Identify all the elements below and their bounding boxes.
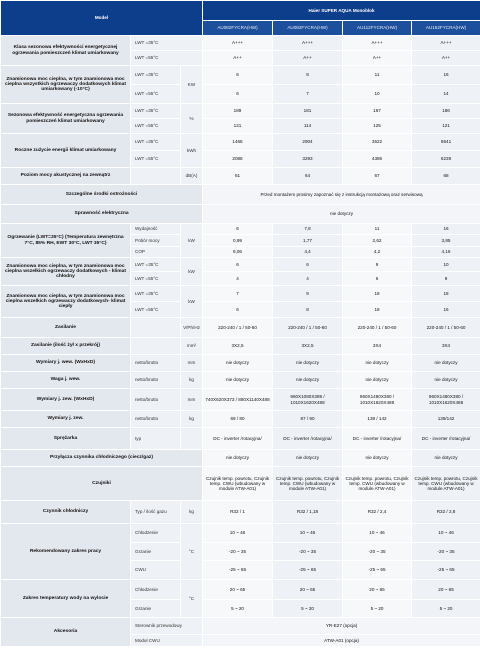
value-cell: 6239 (412, 151, 480, 168)
row-label: Roczne zużycie energii klimat umiarkowany (1, 134, 131, 168)
value-cell: Czujnik temp. powrotu, Czujnik temp. CWU (wbudowany w module ATW-A01) (203, 467, 273, 501)
row-sublabel: Wydajność (131, 224, 181, 235)
value-cell: 125 (343, 119, 412, 134)
value-cell: 3X4 (343, 338, 412, 355)
value-cell: 5 ~ 20 (343, 600, 412, 618)
table-row (1, 389, 480, 411)
value-cell: 11 (343, 224, 412, 235)
row-sublabel: Grzanie (131, 543, 181, 561)
value-cell: nie dotyczy (412, 355, 480, 372)
value-cell: 10 (343, 85, 412, 104)
value-cell: R32 / 2,4 (343, 501, 412, 524)
row-unit: kW (181, 258, 203, 286)
row-label: Przyłącza czynnika chłodniczego (ciecz/gaz) (1, 450, 203, 467)
row-sublabel (131, 168, 181, 185)
value-cell: 20 ~ 65 (343, 580, 412, 600)
value-cell: 3622 (343, 134, 412, 151)
row-label: Wymiary j. zew. (WxHxD) (1, 389, 131, 411)
value-cell: ATW-A01 (opcja) (203, 635, 480, 647)
value-cell: 8 (273, 302, 343, 318)
row-unit: dB(A) (181, 168, 203, 185)
value-cell: A++ (343, 51, 412, 66)
value-cell: nie dotyczy (343, 355, 412, 372)
value-cell: 9 (273, 286, 343, 302)
row-unit: kW (181, 224, 203, 258)
value-cell: 960X1480X380 / 1010X1620X488 (412, 389, 480, 411)
row-unit: kg (181, 411, 203, 428)
value-cell: A+++ (273, 36, 343, 51)
value-cell: 220-240 / 1 / 50-60 (412, 318, 480, 338)
value-cell: 220-240 / 1 / 50-60 (273, 318, 343, 338)
value-cell: 139/142 (412, 411, 480, 428)
value-cell: 68 (412, 168, 480, 185)
value-cell: 16 (412, 66, 480, 85)
value-cell: 87 / 90 (273, 411, 343, 428)
row-sublabel: LWT =35°C (131, 36, 203, 51)
row-label: Szczególne środki ostrożności (1, 185, 203, 205)
row-unit: V/Ph/Hz (181, 318, 203, 338)
value-cell: 20 ~ 65 (203, 580, 273, 600)
row-sublabel: CWU (131, 561, 181, 580)
value-cell: nie dotyczy (343, 372, 412, 389)
value-cell: 20 ~ 65 (273, 580, 343, 600)
row-label: Klasa sezonowa efektywności energetycznej ogrzewania pomieszczeń klimat umiarkowany (1, 36, 131, 66)
table-row (1, 205, 480, 224)
value-cell: 167 (343, 104, 412, 119)
value-cell: 6 (203, 302, 273, 318)
row-unit: mm² (181, 338, 203, 355)
row-sublabel: netto/brutto (131, 389, 181, 411)
value-cell: 114 (273, 119, 343, 134)
value-cell: 4 (273, 272, 343, 286)
row-sublabel: LWT =55°C (131, 151, 181, 168)
row-sublabel: LWT =55°C (131, 119, 181, 134)
value-cell: 121 (412, 119, 480, 134)
value-cell: 5 ~ 20 (273, 600, 343, 618)
row-label: Rekomendowany zakres pracy (1, 524, 131, 580)
value-cell: 7,8 (273, 224, 343, 235)
row-label: Znamionowa moc cieplna, w tym znamionowa moc cieplna wszystkich ogrzewaczy dodatkowych klimat umiarkowany (-10°C) (1, 66, 131, 104)
row-label: Ogrzewanie (LWT=35°C) (Temperatura zewnętrzna 7°C, 85% RH, EWT 30°C, LWT 35°C) (1, 224, 131, 258)
row-sublabel: Typ / ilość gazu (131, 501, 181, 524)
value-cell: nie dotyczy (203, 205, 480, 224)
value-cell: 1468 (203, 134, 273, 151)
value-cell: 960X1080X389 / 1010X1620X488 (273, 389, 343, 411)
value-cell: 10 ~ 46 (273, 524, 343, 543)
value-cell: Czujnik temp. powrotu, Czujnik temp. CWU (wbudowany w module ATW-A01) (343, 467, 412, 501)
value-cell: 11 (343, 66, 412, 85)
row-sublabel: LWT =35°C (131, 286, 181, 302)
model-name: AU082FYCRA(HW) (203, 21, 273, 36)
value-cell: A++ (273, 51, 343, 66)
value-cell: 7 (273, 85, 343, 104)
value-cell: 189 (203, 104, 273, 119)
row-sublabel: Sterownik przewodowy (131, 618, 203, 635)
value-cell: -20 ~ 35 (203, 543, 273, 561)
row-sublabel: netto/brutto (131, 355, 181, 372)
value-cell: DC - inverter /rotacyjna/ (203, 428, 273, 450)
value-cell: 6 (203, 85, 273, 104)
value-cell: 6 (203, 224, 273, 235)
table-row (1, 318, 480, 338)
value-cell: 5 ~ 20 (412, 600, 480, 618)
value-cell: -25 ~ 65 (203, 561, 273, 580)
table-row (1, 450, 480, 467)
row-sublabel: LWT =35°C (131, 258, 181, 272)
model-name: AU082FYCRA(HW) (273, 21, 343, 36)
value-cell: -20 ~ 35 (273, 543, 343, 561)
table-row (1, 372, 480, 389)
value-cell: -20 ~ 35 (343, 543, 412, 561)
value-cell: 220-240 / 1 / 50-60 (343, 318, 412, 338)
row-label: Sprężarka (1, 428, 131, 450)
value-cell: -25 ~ 65 (343, 561, 412, 580)
value-cell: 6,06 (203, 247, 273, 258)
value-cell: nie dotyczy (412, 450, 480, 467)
value-cell: 3X2,5 (273, 338, 343, 355)
value-cell: A++ (203, 51, 273, 66)
row-unit: % (181, 104, 203, 134)
value-cell: Czujnik temp. powrotu, Czujnik temp. CWU (wbudowany w module ATW-A01) (273, 467, 343, 501)
row-label: Zasilanie (ilość żył x przekrój) (1, 338, 131, 355)
value-cell: 181 (273, 104, 343, 119)
value-cell: 18 (343, 302, 412, 318)
value-cell: 10 ~ 46 (412, 524, 480, 543)
row-unit (181, 428, 203, 450)
value-cell: 64 (273, 168, 343, 185)
value-cell: 5 ~ 20 (203, 600, 273, 618)
value-cell: YR-E27 (opcja) (203, 618, 480, 635)
table-row (1, 104, 480, 119)
row-unit: mm (181, 355, 203, 372)
row-label: Sprawność elektryczna (1, 205, 203, 224)
header-row (1, 1, 480, 21)
row-sublabel: Moduł CWU (131, 635, 203, 647)
value-cell: 186 (412, 104, 480, 119)
value-cell: 121 (203, 119, 273, 134)
value-cell: 6 (273, 258, 343, 272)
table-row (1, 428, 480, 450)
row-label: Czynnik chłodniczy (1, 501, 131, 524)
value-cell: 9 (412, 272, 480, 286)
value-cell: nie dotyczy (273, 355, 343, 372)
value-cell: nie dotyczy (203, 450, 273, 467)
value-cell: 7 (203, 286, 273, 302)
row-sublabel: LWT =35°C (131, 66, 181, 85)
table-row (1, 286, 480, 302)
table-row (1, 224, 480, 235)
value-cell: A+++ (412, 36, 480, 51)
table-row (1, 501, 480, 524)
series-title: Haier SUPER AQUA Monoblok (203, 1, 480, 21)
table-row (1, 36, 480, 51)
value-cell: A+++ (343, 36, 412, 51)
row-sublabel: LWT =35°C (131, 134, 181, 151)
value-cell: 0,99 (203, 235, 273, 247)
row-sublabel: Chłodzenie (131, 580, 181, 600)
row-sublabel: Grzanie (131, 600, 181, 618)
row-sublabel (131, 338, 181, 355)
value-cell: 4,4 (273, 247, 343, 258)
row-unit: kW (181, 286, 203, 318)
row-sublabel: netto/brutto (131, 372, 181, 389)
value-cell: 220-240 / 1 / 50-60 (203, 318, 273, 338)
value-cell: 18 (343, 286, 412, 302)
value-cell: nie dotyczy (412, 372, 480, 389)
row-label: Wymiary j. wew. (WxHxD) (1, 355, 131, 372)
value-cell: 2,62 (343, 235, 412, 247)
row-unit: °C (181, 524, 203, 580)
value-cell: 139 / 142 (343, 411, 412, 428)
value-cell: 4,2 (343, 247, 412, 258)
row-unit: kg (181, 501, 203, 524)
value-cell: DC - inverter /rotacyjna/ (273, 428, 343, 450)
value-cell: 960X1480X380 / 1010X1620X488 (343, 389, 412, 411)
value-cell: DC - inverter /rotacyjna/ (412, 428, 480, 450)
value-cell: 3293 (273, 151, 343, 168)
table-row (1, 258, 480, 272)
table-row (1, 168, 480, 185)
row-sublabel: LWT =55°C (131, 85, 181, 104)
value-cell: 61 (203, 168, 273, 185)
table-row (1, 134, 480, 151)
value-cell: 3X4 (412, 338, 480, 355)
row-unit: mm (181, 389, 203, 411)
row-unit: KW (181, 66, 203, 104)
value-cell: 10 ~ 46 (343, 524, 412, 543)
row-sublabel: Chłodzenie (131, 524, 181, 543)
table-row (1, 467, 480, 501)
value-cell: -20 ~ 35 (412, 543, 480, 561)
table-row (1, 338, 480, 355)
model-name: AU112FYCRA(HW) (343, 21, 412, 36)
value-cell: 16 (412, 224, 480, 235)
value-cell: A+++ (203, 36, 273, 51)
value-cell: nie dotyczy (203, 355, 273, 372)
row-sublabel: LWT =55°C (131, 272, 181, 286)
value-cell: A++ (412, 51, 480, 66)
value-cell: R32 / 1 (203, 501, 273, 524)
value-cell: 4 (203, 272, 273, 286)
value-cell: 2088 (203, 151, 273, 168)
value-cell: -25 ~ 65 (412, 561, 480, 580)
value-cell: 14 (412, 85, 480, 104)
row-sublabel: LWT =55°C (131, 302, 181, 318)
value-cell: 18 (412, 286, 480, 302)
value-cell: R32 / 1,18 (273, 501, 343, 524)
value-cell: DC - inverter /rotacyjna/ (343, 428, 412, 450)
row-label: Czujniki (1, 467, 203, 501)
row-sublabel: Pobór mocy (131, 235, 181, 247)
row-sublabel: LWT =55°C (131, 51, 203, 66)
row-sublabel: typ (131, 428, 181, 450)
table-row (1, 524, 480, 543)
value-cell: 69 / 80 (203, 411, 273, 428)
value-cell: Przed montażem prosimy zapoznać się z instrukcją montażową oraz serwisową (203, 185, 480, 205)
row-label: Znamionowa moc cieplna, w tym znamionowa moc cieplna wszelkich ogrzewaczy dodatkowych- klimat ciepły (1, 286, 131, 318)
value-cell: 9 (343, 258, 412, 272)
value-cell: 10 ~ 46 (203, 524, 273, 543)
row-unit: kWh (181, 134, 203, 168)
row-label: Zasilanie (1, 318, 131, 338)
value-cell: 20 ~ 65 (412, 580, 480, 600)
value-cell: Czujnik temp. powrotu, Czujnik temp. CWU (wbudowany w module ATW-A01) (412, 467, 480, 501)
value-cell: R32 / 2,8 (412, 501, 480, 524)
value-cell: 1,77 (273, 235, 343, 247)
value-cell: nie dotyczy (273, 372, 343, 389)
value-cell: 6 (343, 272, 412, 286)
row-label: Wymiary j. zew. (1, 411, 131, 428)
value-cell: nie dotyczy (343, 450, 412, 467)
value-cell: 16 (412, 302, 480, 318)
row-unit: kg (181, 372, 203, 389)
table-row (1, 355, 480, 372)
table-row (1, 185, 480, 205)
row-label: Akcesoria (1, 618, 131, 647)
value-cell: 4386 (343, 151, 412, 168)
row-label: Znamionowa moc cieplna, w tym znamionowa moc cieplna wszelkich ogrzewaczy dodatkowych - klimat chłodny (1, 258, 131, 286)
model-label: Model (1, 1, 203, 36)
value-cell: -25 ~ 65 (273, 561, 343, 580)
value-cell: 6641 (412, 134, 480, 151)
table-row (1, 618, 480, 635)
row-unit: °C (181, 580, 203, 618)
row-sublabel (131, 318, 181, 338)
row-sublabel: netto/brutto (131, 411, 181, 428)
value-cell: 67 (343, 168, 412, 185)
row-label: Poziom mocy akustycznej na zewnątrz (1, 168, 131, 185)
value-cell: 3X2,5 (203, 338, 273, 355)
table-row (1, 66, 480, 85)
row-sublabel: COP (131, 247, 181, 258)
row-label: Zakres temperatury wody na wylocie (1, 580, 131, 618)
row-label: Waga j. wew. (1, 372, 131, 389)
table-row (1, 411, 480, 428)
value-cell: 4,16 (412, 247, 480, 258)
value-cell: 2904 (273, 134, 343, 151)
value-cell: 10 (412, 258, 480, 272)
table-row (1, 580, 480, 600)
value-cell: 6 (203, 258, 273, 272)
row-sublabel: LWT =35°C (131, 104, 181, 119)
model-name: AU162FYCRA(HW) (412, 21, 480, 36)
value-cell: 3,85 (412, 235, 480, 247)
value-cell: 8 (273, 66, 343, 85)
value-cell: nie dotyczy (273, 450, 343, 467)
value-cell: nie dotyczy (203, 372, 273, 389)
value-cell: 6 (203, 66, 273, 85)
value-cell: 740X620X373 / 880X1140X488 (203, 389, 273, 411)
row-label: Sezonowa efektywność energetyczna ogrzewania pomieszczeń klimat umiarkowany (1, 104, 131, 134)
